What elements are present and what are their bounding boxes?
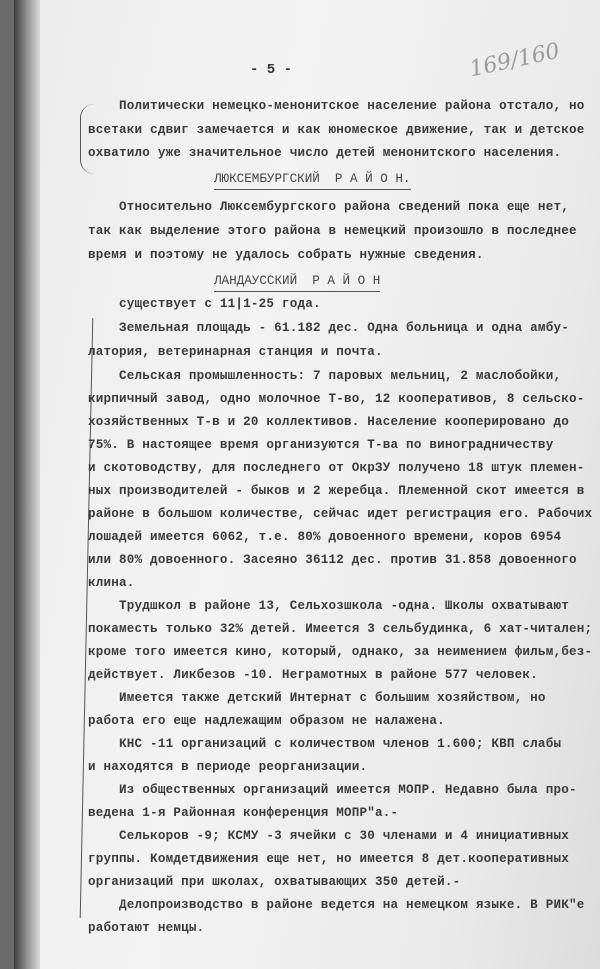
- margin-bracket-top: [80, 104, 95, 174]
- text-line: организаций при школах, охватывающих 350 детей.-: [88, 875, 461, 889]
- page-number: - 5 -: [250, 62, 293, 78]
- text-line: лошадей имеется 6062, т.е. 80% довоенного времени, коров 6954: [88, 530, 562, 544]
- text-line: ных производителей - быков и 2 жеребца. Племенной скот имеется в: [88, 484, 585, 498]
- text-line: районе в большом количестве, сейчас идет регистрация его. Рабочих: [88, 507, 593, 521]
- text-line: Трудшкол в районе 13, Сельхозшкола -одна. Школы охватывают: [88, 599, 569, 613]
- text-line: Земельная площадь - 61.182 дес. Одна больница и одна амбу-: [88, 321, 569, 335]
- text-line: клина.: [88, 576, 135, 590]
- binding-edge: [14, 0, 40, 969]
- text-line: Из общественных организаций имеется МОПР. Недавно была про-: [88, 783, 577, 797]
- text-line: кроме того имеется кино, который, однако, за неимением фильм,без-: [88, 645, 593, 659]
- text-line: работа его еще надлежащим образом не налажена.: [88, 714, 445, 728]
- text-line: время и поэтому не удалось собрать нужные сведения.: [88, 248, 484, 262]
- text-line: ведена 1-я Районная конференция МОПР"а.-: [88, 806, 399, 820]
- text-line: Политически немецко-менонитское население района отстало, но: [88, 99, 585, 113]
- text-line: 75%. В настоящее время организуются Т-ва по виноградничеству: [88, 438, 554, 452]
- text-line: Делопроизводство в районе ведется на немецком языке. В РИК"е: [88, 898, 585, 912]
- text-line: Имеется также детский Интернат с большим хозяйством, но: [88, 691, 546, 705]
- text-line: или 80% довоенного. Засеяно 36112 дес. против 31.858 довоенного: [88, 553, 577, 567]
- text-line: группы. Комдетдвижения еще нет, но имеется 8 дет.кооперативных: [88, 852, 569, 866]
- text-line: латория, ветеринарная станция и почта.: [88, 345, 383, 359]
- section-heading: ЛАНДАУССКИЙ Р А Й О Н: [214, 273, 380, 292]
- text-line: и скотоводству, для последнего от ОкрЗУ получено 18 штук племен-: [88, 461, 585, 475]
- section-heading: ЛЮКСЕМБУРГСКИЙ Р А Й О Н.: [214, 171, 411, 190]
- text-line: хозяйственных Т-в и 20 коллективов. Население кооперировано до: [88, 415, 569, 429]
- text-line: Сельская промышленность: 7 паровых мельниц, 2 маслобойки,: [88, 369, 562, 383]
- text-line: Селькоров -9; КСМУ -3 ячейки с 30 членами и 4 инициативных: [88, 829, 569, 843]
- text-line: всетаки сдвиг замечается и как юномеское движение, так и детское: [88, 123, 585, 137]
- text-line: охватило уже значительное число детей менонитского населения.: [88, 146, 562, 160]
- text-line: действует. Ликбезов -10. Неграмотных в районе 577 человек.: [88, 668, 538, 682]
- text-line: Относительно Люксембургского района сведений пока еще нет,: [88, 200, 569, 214]
- text-line: кирпичный завод, одно молочное Т-во, 12 кооперативов, 8 сельско-: [88, 392, 585, 406]
- handwritten-folio-number: 169/160: [467, 38, 563, 83]
- text-line: покаместь только 32% детей. Имеется 3 сельбудинка, 6 хат-читален;: [88, 622, 593, 636]
- text-line: так как выделение этого района в немецкий произошло в последнее: [88, 224, 577, 238]
- text-line: работают немцы.: [88, 921, 205, 935]
- text-line: и находятся в периоде реорганизации.: [88, 760, 368, 774]
- document-page: [14, 0, 600, 969]
- text-line: существует с 11|1-25 года.: [88, 297, 321, 311]
- text-line: КНС -11 организаций с количеством членов 1.600; КВП слабы: [88, 737, 562, 751]
